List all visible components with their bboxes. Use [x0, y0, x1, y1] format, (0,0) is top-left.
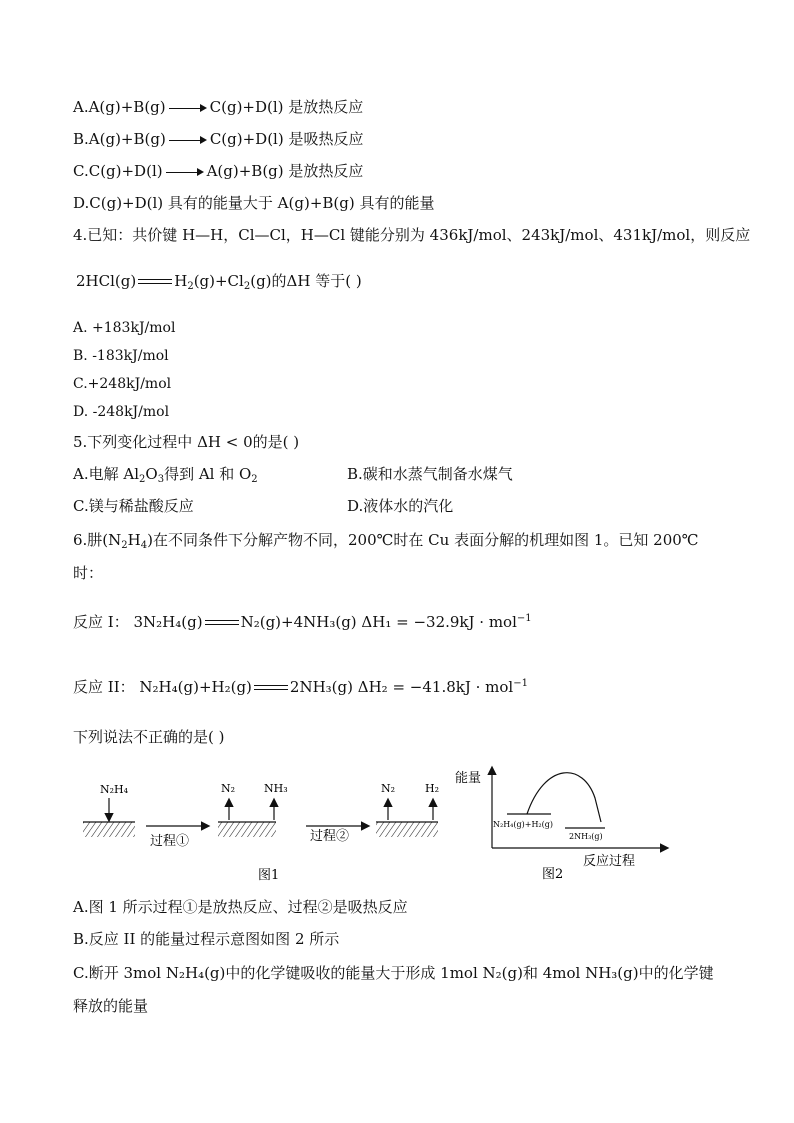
q6-r2-sup: −1 [513, 678, 528, 689]
cu-surface-1 [83, 822, 135, 837]
equilibrium-sign-icon [254, 685, 288, 691]
fig2-ylabel: 能量 [455, 771, 482, 786]
fig1-nh3: NH₃ [264, 782, 288, 795]
q4-option-c: C.+248kJ/mol [73, 376, 172, 392]
q6-r1-left: 3N₂H₄(g) [133, 613, 203, 631]
q6-r2-right: 2NH₃(g) ΔH₂ = −41.8kJ · mol [289, 678, 514, 696]
fig2-products: 2NH₃(g) [569, 832, 603, 841]
q3-a-left: A.A(g)+B(g) [73, 98, 166, 116]
fig2-caption: 图2 [542, 867, 564, 882]
q6-option-c-cont: 释放的能量 [73, 997, 149, 1015]
cu-surface-2 [218, 822, 276, 837]
q6-stem: 6.肼$(N_2H_4)$在不同条件下分解产物不同，200℃时在 Cu 表面分解的机理如图 1。已知 200℃ [73, 531, 699, 551]
q4-equation: 2HCl(g) $H_2(g)+Cl_2(g)$的ΔH 等于( ) [76, 272, 362, 292]
q6-r1-sup: −1 [516, 613, 532, 624]
fig1-n2b: N₂ [381, 782, 396, 795]
q6-stem-a: 6.肼(N [73, 531, 122, 549]
fig1-step1: 过程① [150, 834, 190, 849]
q3-b-left: B.A(g)+B(g) [73, 130, 166, 148]
q4-option-a: A. +183kJ/mol [73, 320, 176, 336]
fig1-h2: H₂ [425, 782, 440, 795]
q5-a-1: A.电解 Al [73, 465, 139, 483]
equilibrium-sign-icon [138, 279, 172, 285]
q5-stem-b: < 0 [225, 433, 253, 451]
q4-eq-cl: (g)+Cl [193, 272, 244, 290]
energy-curve [527, 773, 601, 822]
q3-a-right: C(g)+D(l) 是放热反应 [209, 98, 364, 116]
q5-option-b: B.碳和水蒸气制备水煤气 [347, 465, 513, 483]
q5-a-3: 得到 Al 和 O [164, 465, 252, 483]
reaction-arrow-icon [166, 167, 204, 177]
q3-c-left: C.C(g)+D(l) [73, 162, 163, 180]
q6-stem-c: )在不同条件下分解产物不同，200℃时在 Cu 表面分解的机理如图 1。已知 200℃ [147, 531, 699, 549]
fig1-n2: N₂ [221, 782, 236, 795]
q4-stem: 4.已知：共价键 H—H，Cl—Cl，H—Cl 键能分别为 436kJ/mol、243kJ/mol、431kJ/mol，则反应 [73, 226, 751, 244]
q5-stem-c: 的是( ) [252, 433, 300, 451]
q4-eq-h: H [174, 272, 188, 290]
q6-option-c: C.断开 3mol N₂H₄(g)中的化学键吸收的能量大于形成 1mol N₂(g)和 4mol NH₃(g)中的化学键 [73, 964, 714, 982]
q6-reaction-2 [73, 677, 528, 697]
q4-option-b: B. -183kJ/mol [73, 348, 169, 364]
q6-r2-left: N₂H₄(g)+H₂(g) [139, 678, 252, 696]
fig1-n2h4: N₂H₄ [100, 783, 129, 796]
q4-eq-left: 2HCl(g) [76, 272, 137, 290]
q4-option-d: D. -248kJ/mol [73, 404, 170, 420]
q3-c-right: A(g)+B(g) 是放热反应 [206, 162, 364, 180]
fig2-xlabel: 反应过程 [583, 854, 636, 869]
figure-1 [78, 770, 458, 885]
q3-option-b [73, 129, 363, 149]
q6-stem-b: H [127, 531, 141, 549]
cu-surface-3 [376, 822, 438, 837]
q6-reaction-1 [73, 612, 532, 632]
q6-r1-right: N₂(g)+4NH₃(g) ΔH₁ = −32.9kJ · mol [240, 613, 517, 631]
q3-option-a [73, 97, 363, 117]
q5-option-c: C.镁与稀盐酸反应 [73, 497, 194, 515]
q6-ask: 下列说法不正确的是( ) [73, 728, 225, 746]
q6-r2-label: 反应 II： [73, 678, 135, 696]
q4-eq-tail: (g)的ΔH 等于( ) [250, 272, 362, 290]
q5-option-d: D.液体水的汽化 [347, 497, 454, 515]
q6-option-b: B.反应 II 的能量过程示意图如图 2 所示 [73, 930, 340, 948]
q6-r1-label: 反应 I： [73, 613, 129, 631]
q5-stem-a: 5.下列变化过程中 ΔH [73, 433, 226, 451]
fig2-reactants: N₂H₄(g)+H₂(g) [493, 820, 554, 829]
q6-option-a: A.图 1 所示过程①是放热反应、过程②是吸热反应 [73, 898, 408, 916]
q5-option-a: A.电解 $Al_2O_3$得到 Al 和 $O_2$ [73, 465, 258, 485]
q3-b-right: C(g)+D(l) 是吸热反应 [209, 130, 364, 148]
equilibrium-sign-icon [205, 620, 239, 626]
fig1-caption: 图1 [258, 868, 280, 883]
q3-option-d: D.C(g)+D(l) 具有的能量大于 A(g)+B(g) 具有的能量 [73, 194, 435, 212]
q5-a-2: O [145, 465, 158, 483]
reaction-arrow-icon [169, 103, 207, 113]
fig1-step2: 过程② [310, 829, 350, 844]
q6-stem-cont: 时： [73, 564, 104, 582]
reaction-arrow-icon [169, 135, 207, 145]
q3-option-c [73, 161, 363, 181]
q5-stem [73, 432, 299, 452]
figure-2 [455, 762, 685, 887]
